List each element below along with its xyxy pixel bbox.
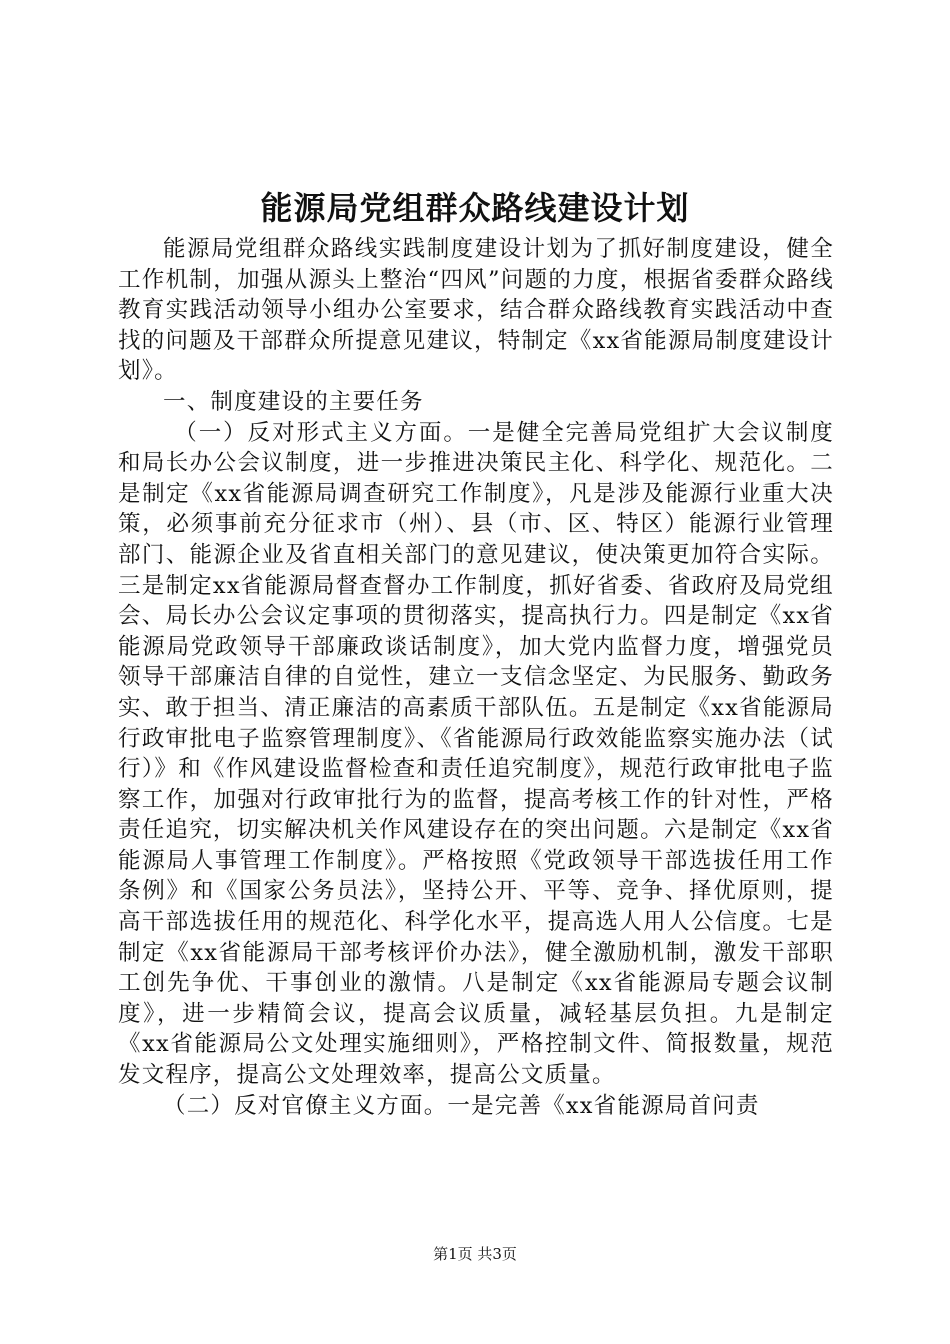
page-footer: 第1页 共3页 <box>433 1245 517 1263</box>
document-body <box>118 234 834 1121</box>
section-heading: 一、制度建设的主要任务 <box>163 388 424 415</box>
intro-paragraph: 能源局党组群众路线实践制度建设计划为了抓好制度建设，健全工作机制，加强从源头上整治“四风”问题的力度，根据省委群众路线教育实践活动领导小组办公室要求，结合群众路线教育实践活动中查找的问题及干部群众所提意见建议，特制定《xx省能源局制度建设计划》。 <box>118 236 834 385</box>
subsection-paragraph: （一）反对形式主义方面。一是健全完善局党组扩大会议制度和局长办公会议制度，进一步推进决策民主化、科学化、规范化。二是制定《xx省能源局调查研究工作制度》，凡是涉及能源行业重大决策，必须事前充分征求市（州）、县（市、区、特区）能源行业管理部门、能源企业及省直相关部门的意见建议，使决策更加符合实际。三是制定xx省能源局督查督办工作制度，抓好省委、省政府及局党组会、局长办公会议定事项的贯彻落实，提高执行力。四是制定《xx省能源局党政领导干部廉政谈话制度》，加大党内监督力度，增强党员领导干部廉洁自律的自觉性，建立一支信念坚定、为民服务、勤政务实、敢于担当、清正廉洁的高素质干部队伍。五是制定《xx省能源局行政审批电子监察管理制度》、《省能源局行政效能监察实施办法（试行）》和《作风建设监督检查和责任追究制度》，规范行政审批电子监察工作，加强对行政审批行为的监督，提高考核工作的针对性，严格责任追究，切实解决机关作风建设存在的突出问题。六是制定《xx省能源局人事管理工作制度》。严格按照《党政领导干部选拔任用工作条例》和《国家公务员法》，坚持公开、平等、竞争、择优原则，提高干部选拔任用的规范化、科学化水平，提高选人用人公信度。七是制定《xx省能源局干部考核评价办法》，健全激励机制，激发干部职工创先争优、干事创业的激情。八是制定《xx省能源局专题会议制度》，进一步精简会议，提高会议质量，减轻基层负担。九是制定《xx省能源局公文处理实施细则》，严格控制文件、简报数量，规范发文程序，提高公文处理效率，提高公文质量。 <box>118 419 834 1089</box>
subsection-paragraph: （二）反对官僚主义方面。一是完善《xx省能源局首问责 <box>163 1092 760 1119</box>
document-title: 能源局党组群众路线建设计划 <box>260 189 690 227</box>
